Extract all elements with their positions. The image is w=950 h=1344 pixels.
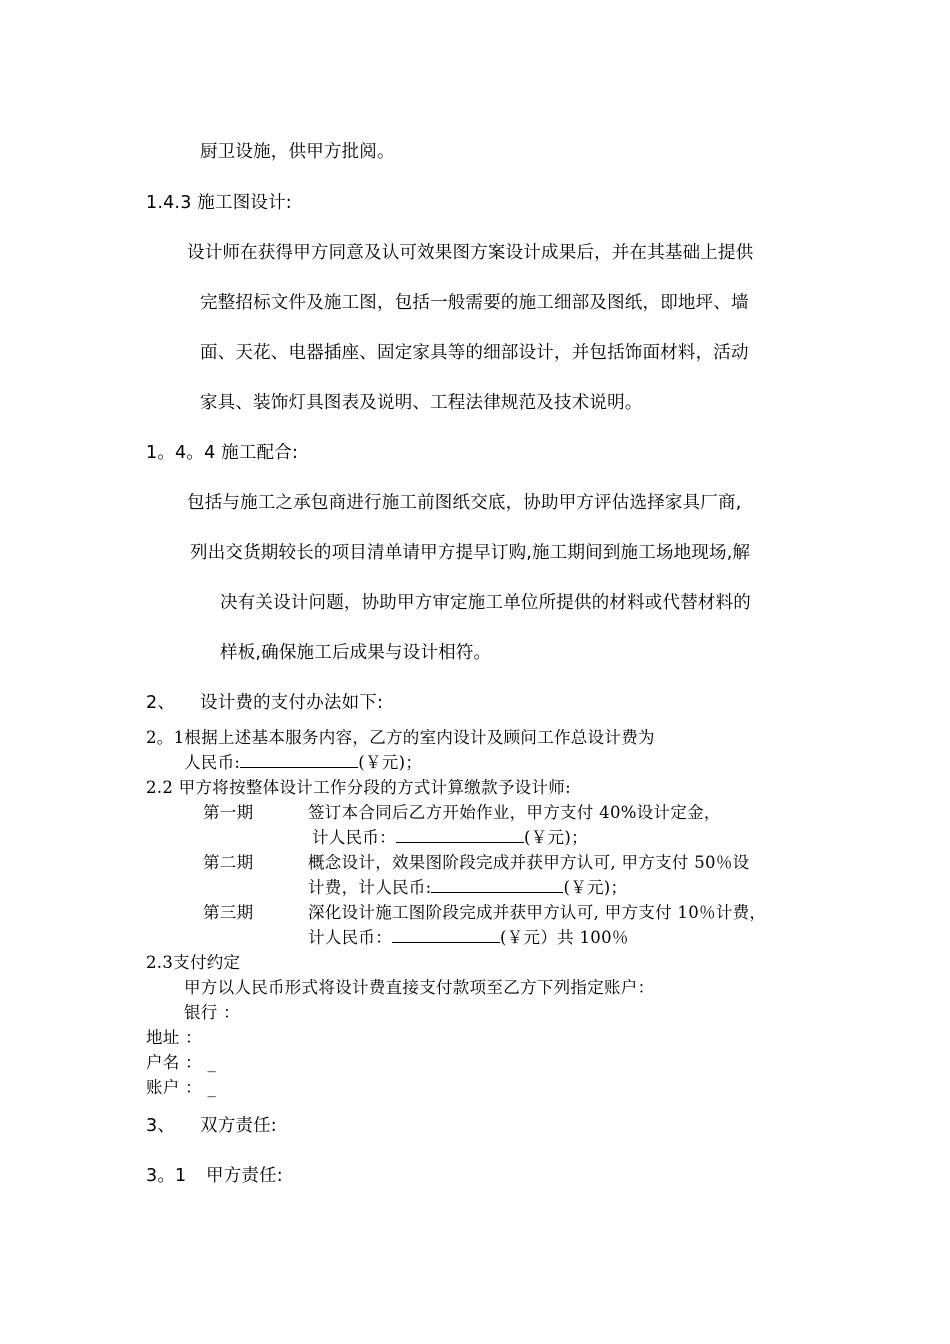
section-1-4-3-line: 完整招标文件及施工图，包括一般需要的施工细部及图纸，即地坪、墙 xyxy=(200,293,749,313)
section-1-4-4-heading: 1。4。4 施工配合: xyxy=(146,443,299,463)
bank-field: 银行 ： xyxy=(184,1003,240,1022)
section-1-4-4-line: 样板,确保施工后成果与设计相符。 xyxy=(220,643,492,663)
phase-3-text: 深化设计施工图阶段完成并获甲方认可, 甲方支付 10％计费， xyxy=(308,903,767,922)
account-number-field: 账户 ： _ xyxy=(146,1078,217,1097)
address-field: 地址 ： xyxy=(146,1028,202,1047)
section-2-1-amount xyxy=(184,749,422,773)
section-1-4-3-line: 家具、装饰灯具图表及说明、工程法律规范及技术说明。 xyxy=(200,393,643,413)
section-1-4-4-line: 包括与施工之承包商进行施工前图纸交底，协助甲方评估选择家具厂商, xyxy=(187,493,742,513)
section-1-4-4-line: 列出交货期较长的项目清单请甲方提早订购,施工期间到施工场地现场,解 xyxy=(190,543,751,563)
phase-1-text: 签订本合同后乙方开始作业，甲方支付 40%设计定金， xyxy=(308,803,721,822)
phase-1-label: 第一期 xyxy=(203,803,254,822)
phase-2-amount xyxy=(308,874,627,898)
section-2-1-line: 2。1根据上述基本服务内容，乙方的室内设计及顾问工作总设计费为 xyxy=(146,728,655,747)
section-2-number: 2、 xyxy=(146,693,176,713)
amount-blank xyxy=(240,752,358,768)
phase-3-amount xyxy=(308,924,629,948)
section-3-1-number: 3。1 xyxy=(146,1166,187,1186)
section-1-4-3-line: 面、天花、电器插座、固定家具等的细部设计，并包括饰面材料，活动 xyxy=(200,343,749,363)
phase-2-label: 第二期 xyxy=(203,853,254,872)
section-1-4-3-line: 设计师在获得甲方同意及认可效果图方案设计成果后，并在其基础上提供 xyxy=(187,243,754,263)
amount-unit: (￥元）共 100％ xyxy=(500,928,629,947)
amount-blank xyxy=(392,927,500,943)
amount-blank xyxy=(396,827,524,843)
amount-label: 计费，计人民币: xyxy=(308,878,432,897)
section-3-1-title: 甲方责任: xyxy=(206,1166,283,1186)
section-1-4-3-heading: 1.4.3 施工图设计: xyxy=(146,193,292,213)
phase-3-label: 第三期 xyxy=(203,903,254,922)
phase-2-text: 概念设计，效果图阶段完成并获甲方认可, 甲方支付 50％设 xyxy=(308,853,750,872)
section-3-title: 双方责任: xyxy=(200,1116,277,1136)
section-3-number: 3、 xyxy=(146,1116,176,1136)
amount-unit: (￥元)； xyxy=(563,878,628,897)
section-2-3-body: 甲方以人民币形式将设计费直接支付款项至乙方下列指定账户： xyxy=(184,978,655,997)
section-1-4-3-tail: 厨卫设施，供甲方批阅。 xyxy=(200,142,395,162)
amount-label: 计人民币： xyxy=(312,828,396,847)
amount-unit: (￥元)； xyxy=(524,828,588,847)
section-2-2-heading: 2.2 甲方将按整体设计工作分段的方式计算缴款予设计师: xyxy=(146,778,571,797)
section-2-3-heading: 2.3支付约定 xyxy=(146,953,241,972)
phase-1-amount xyxy=(312,824,588,848)
amount-label: 计人民币： xyxy=(308,928,392,947)
section-2-title: 设计费的支付办法如下: xyxy=(200,693,384,713)
section-1-4-4-line: 决有关设计问题，协助甲方审定施工单位所提供的材料或代替材料的 xyxy=(220,593,751,613)
amount-unit: (￥元)； xyxy=(358,753,423,772)
amount-label: 人民币: xyxy=(184,753,241,772)
account-name-field: 户名 ： _ xyxy=(146,1053,217,1072)
amount-blank xyxy=(431,877,563,893)
